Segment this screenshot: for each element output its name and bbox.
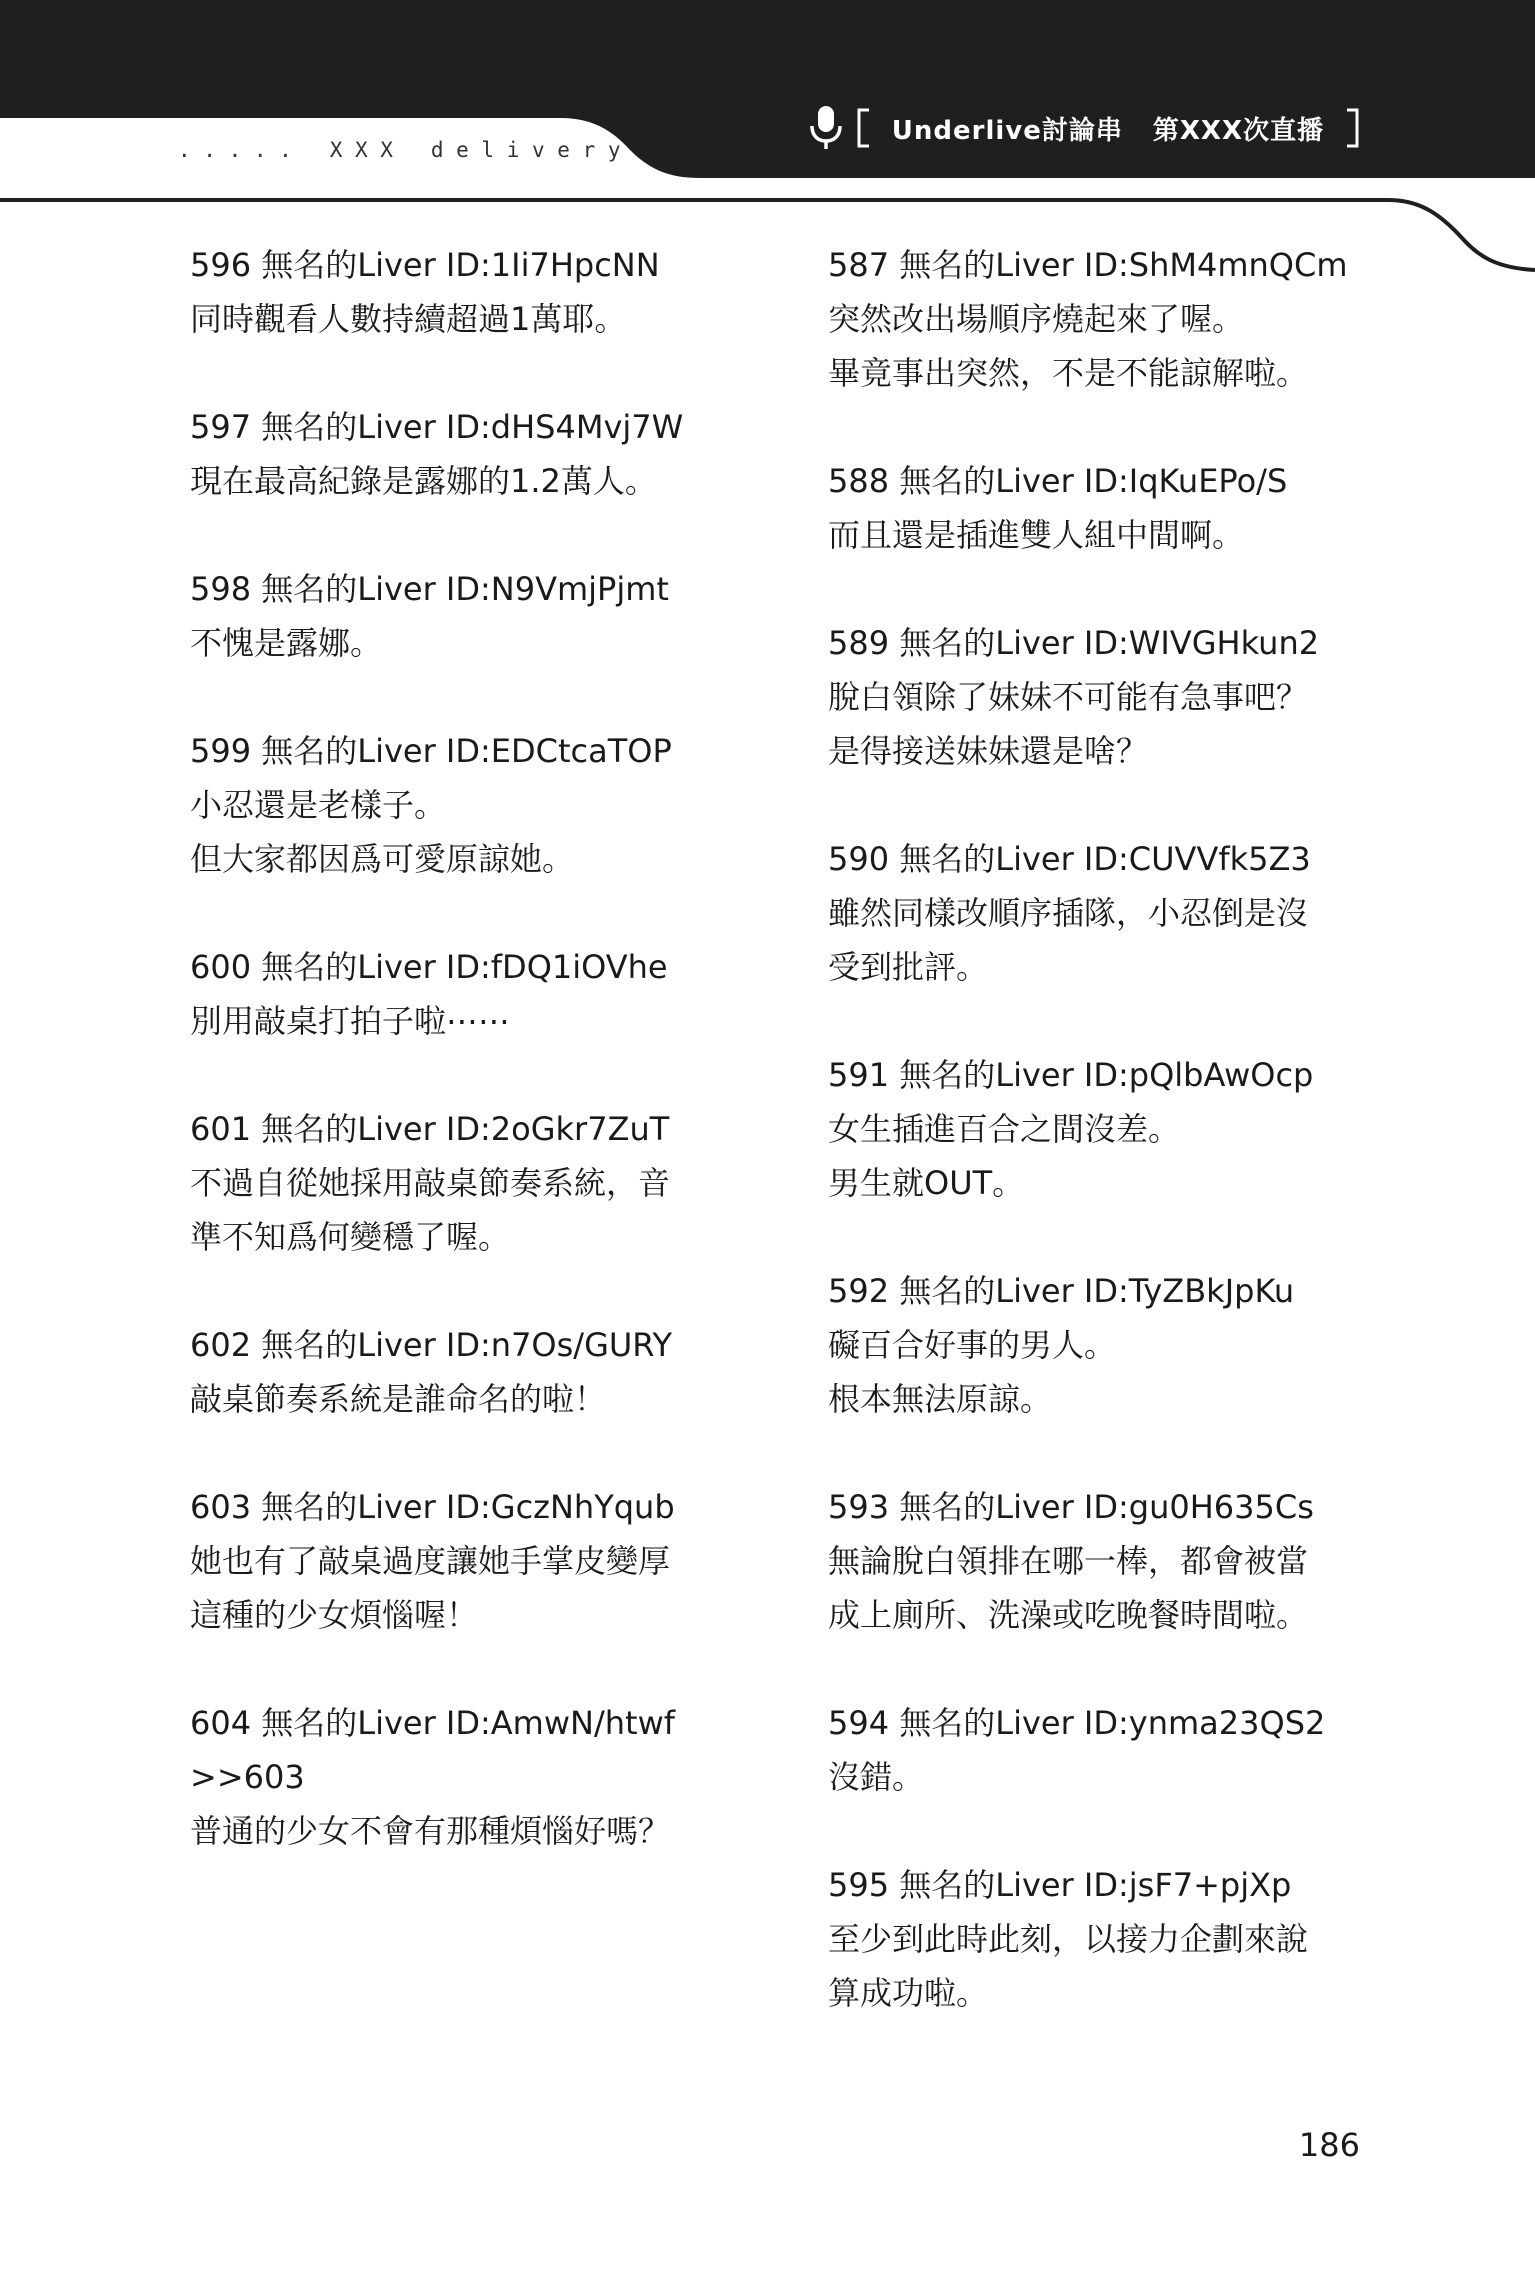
post [190, 1480, 750, 1642]
post-line: 是得接送妹妹還是啥？ [828, 732, 1149, 770]
post-header: 588 無名的Liver ID:IqKuEPo/S [828, 462, 1288, 500]
right-bracket-icon [1344, 108, 1360, 148]
post-header: 599 無名的Liver ID:EDCtcaTOP [190, 732, 672, 770]
post-header: 600 無名的Liver ID:fDQ1iOVhe [190, 948, 668, 986]
post-header: 591 無名的Liver ID:pQlbAwOcp [828, 1056, 1314, 1094]
post-line: 同時觀看人數持續超過1萬耶。 [190, 300, 627, 338]
post-header: 590 無名的Liver ID:CUVVfk5Z3 [828, 840, 1311, 878]
post-header: 587 無名的Liver ID:ShM4mnQCm [828, 246, 1348, 284]
post [828, 1696, 1388, 1804]
post-line: 她也有了敲桌過度讓她手掌皮變厚 [190, 1542, 671, 1580]
post [828, 1858, 1388, 2020]
post-header: 601 無名的Liver ID:2oGkr7ZuT [190, 1110, 670, 1148]
post [190, 940, 750, 1048]
post-line: 沒錯。 [828, 1758, 925, 1796]
post-line: 受到批評。 [828, 948, 989, 986]
post-header: 596 無名的Liver ID:1Ii7HpcNN [190, 246, 660, 284]
post-header: 592 無名的Liver ID:TyZBkJpKu [828, 1272, 1295, 1310]
post-line: 不愧是露娜。 [190, 624, 383, 662]
post [190, 1102, 750, 1264]
post-line: 根本無法原諒。 [828, 1380, 1053, 1418]
post-line: 這種的少女煩惱喔！ [190, 1596, 479, 1634]
post-header: 602 無名的Liver ID:n7Os/GURY [190, 1326, 673, 1364]
post-line: 畢竟事出突然，不是不能諒解啦。 [828, 354, 1309, 392]
post-header: 597 無名的Liver ID:dHS4Mvj7W [190, 408, 684, 446]
post-line: 不過自從她採用敲桌節奏系統，音 [190, 1164, 671, 1202]
left-bracket-icon [856, 108, 872, 148]
post [190, 400, 750, 508]
post [190, 724, 750, 886]
post-header: 594 無名的Liver ID:ynma23QS2 [828, 1704, 1326, 1742]
right-column [828, 238, 1388, 2074]
microphone-icon [808, 104, 844, 152]
header-delivery-text: . . . . . X X X d e l i v e r y [178, 138, 621, 162]
episode-label: 第XXX次直播 [1152, 115, 1324, 146]
post-line: 小忍還是老樣子。 [190, 786, 447, 824]
post-header: 593 無名的Liver ID:gu0H635Cs [828, 1488, 1314, 1526]
post-line: 別用敲桌打拍子啦⋯⋯ [190, 1002, 511, 1040]
post-line: 而且還是插進雙人組中間啊。 [828, 516, 1245, 554]
post-line: 成上廁所、洗澡或吃晚餐時間啦。 [828, 1596, 1309, 1634]
post [828, 454, 1388, 562]
post-header: 595 無名的Liver ID:jsF7+pjXp [828, 1866, 1292, 1904]
post-header: 603 無名的Liver ID:GczNhYqub [190, 1488, 675, 1526]
post-line: 普通的少女不會有那種煩惱好嗎？ [190, 1812, 671, 1850]
post-line: 但大家都因爲可愛原諒她。 [190, 840, 575, 878]
post-line: 礙百合好事的男人。 [828, 1326, 1117, 1364]
post-line: 至少到此時此刻，以接力企劃來說 [828, 1920, 1309, 1958]
post-line: 準不知爲何變穩了喔。 [190, 1218, 511, 1256]
post-header: 598 無名的Liver ID:N9VmjPjmt [190, 570, 669, 608]
post [190, 1318, 750, 1426]
header-thread-label [808, 100, 1360, 156]
post-reply-reference: >>603 [190, 1758, 305, 1796]
post [828, 832, 1388, 994]
post-line: 突然改出場順序燒起來了喔。 [828, 300, 1245, 338]
post-line: 脫白領除了妹妹不可能有急事吧？ [828, 678, 1309, 716]
page-number: 186 [1298, 2126, 1360, 2164]
post [828, 616, 1388, 778]
post-line: 算成功啦。 [828, 1974, 989, 2012]
post [828, 238, 1388, 400]
post-line: 敲桌節奏系統是誰命名的啦！ [190, 1380, 607, 1418]
post-line: 現在最高紀錄是露娜的1.2萬人。 [190, 462, 657, 500]
post-header: 589 無名的Liver ID:WIVGHkun2 [828, 624, 1320, 662]
post [828, 1048, 1388, 1210]
post [828, 1480, 1388, 1642]
post-line: 無論脫白領排在哪一棒，都會被當 [828, 1542, 1309, 1580]
post-line: 雖然同樣改順序插隊，小忍倒是沒 [828, 894, 1309, 932]
post [190, 1696, 750, 1858]
post-line: 男生就OUT。 [828, 1164, 1025, 1202]
left-column [190, 238, 750, 1912]
post [190, 562, 750, 670]
post [190, 238, 750, 346]
post-line: 女生插進百合之間沒差。 [828, 1110, 1181, 1148]
post-header: 604 無名的Liver ID:AmwN/htwf [190, 1704, 676, 1742]
thread-title: Underlive討論串 [891, 115, 1123, 146]
post [828, 1264, 1388, 1426]
